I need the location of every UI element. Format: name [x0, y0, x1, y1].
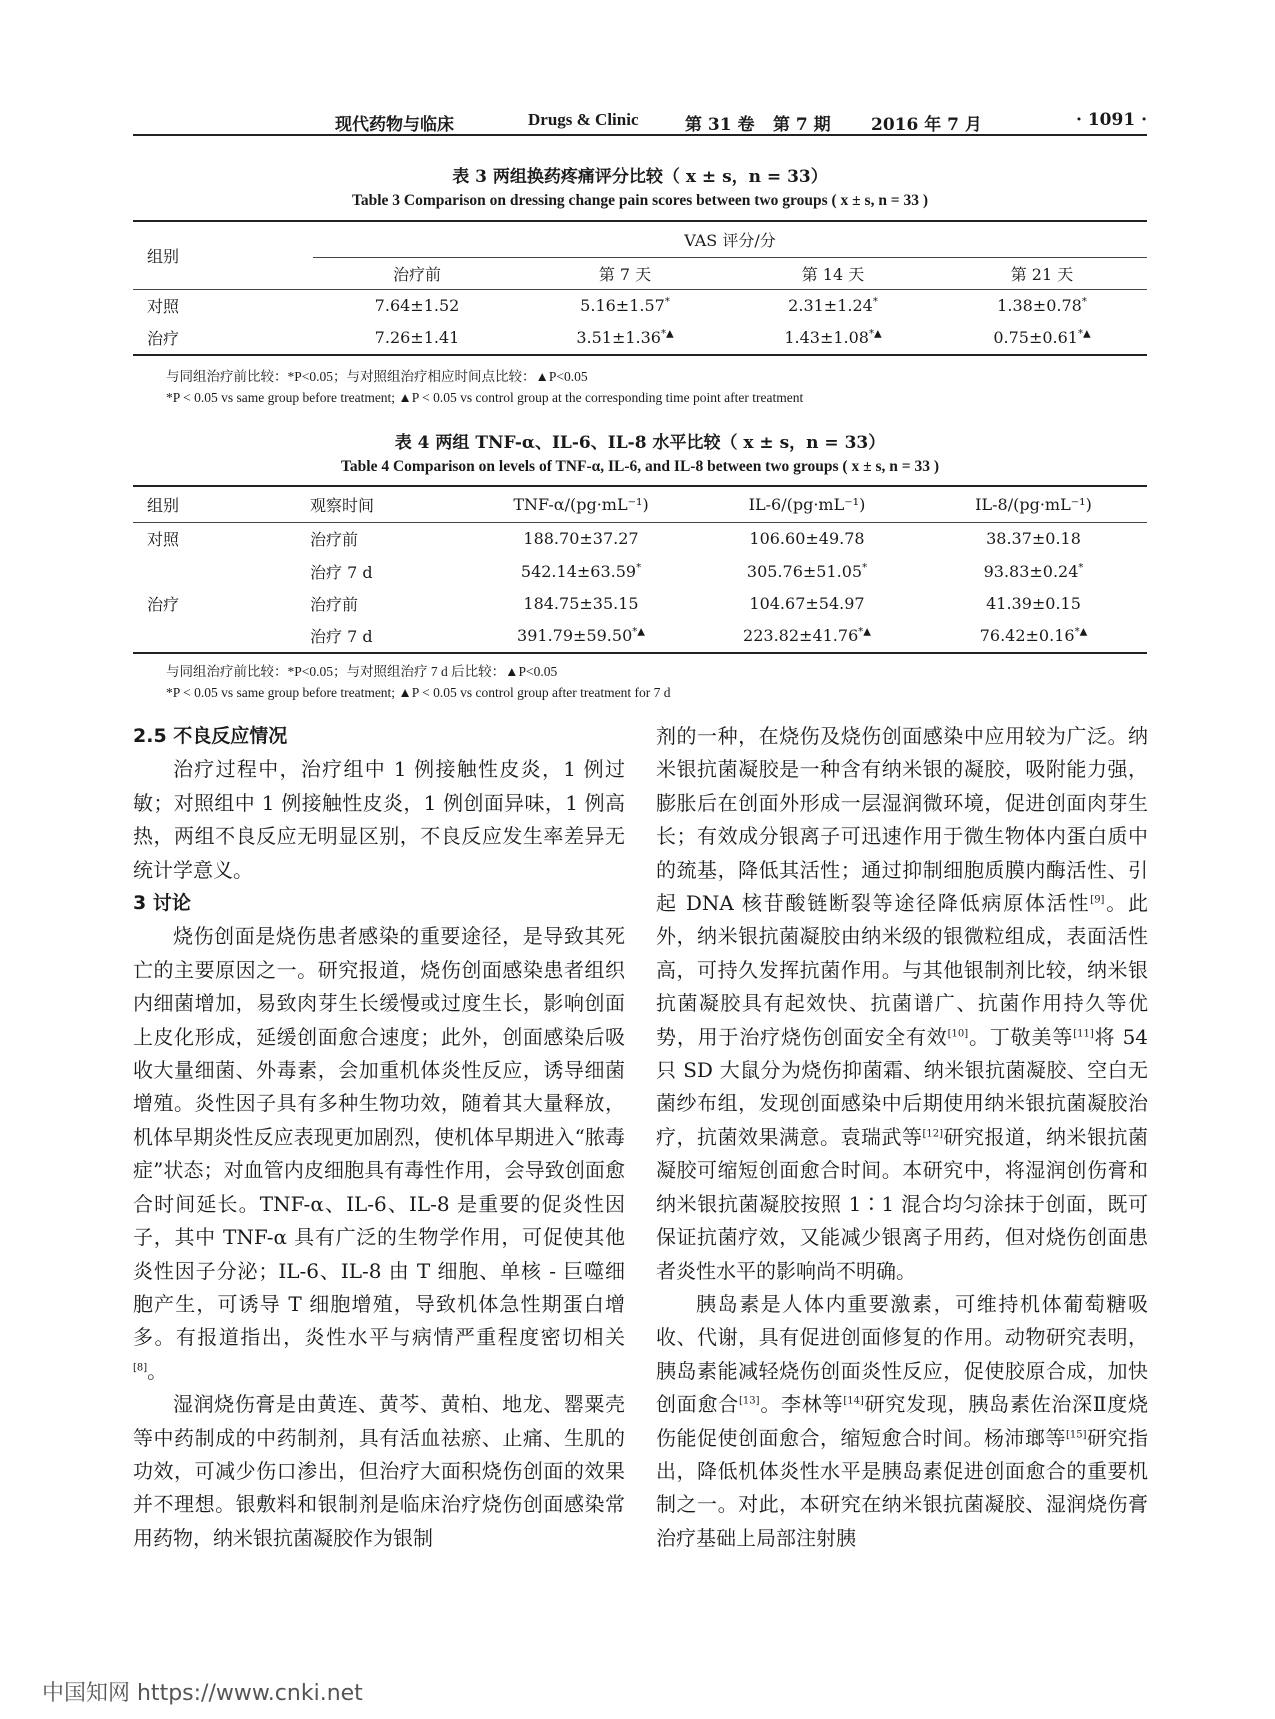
table4-note-en: *P < 0.05 vs same group before treatment; ▲P < 0.05 vs control group after treatment for 7 d: [166, 685, 671, 700]
issue: 第 7 期: [773, 115, 831, 135]
table-row: [133, 321, 1147, 355]
table-cell: 38.37±0.18: [986, 529, 1081, 549]
table3-caption-cn: 表 3 两组换药疼痛评分比较（ x ± s，n = 33）: [452, 167, 828, 187]
table-cell: 41.39±0.15: [986, 593, 1081, 613]
citation: [11]: [1073, 1028, 1094, 1039]
sig-mark: *▲: [1077, 328, 1091, 340]
table-cell: 76.42±0.16: [979, 626, 1075, 645]
table3-col-header: 第 21 天: [1010, 264, 1074, 284]
table3-col-header: 第 7 天: [598, 264, 652, 284]
table3-caption-en: Table 3 Comparison on dressing change pain scores between two groups ( x ± s, n = 33 ): [351, 192, 929, 209]
table-cell: 305.76±51.05: [746, 561, 863, 581]
table4-col-header: 观察时间: [310, 495, 375, 515]
sig-mark: *: [664, 296, 670, 308]
sig-mark: *: [1078, 562, 1084, 574]
paragraph-text: 胰岛素是人体内重要激素，可维持机体葡萄糖吸收、代谢，具有促进创面修复的作用。动物研究表明，胰岛素能减轻烧伤创面炎性反应，促使胶原合成，加快创面愈合: [656, 1291, 1148, 1417]
table4-caption-en: Table 4 Comparison on levels of TNF-α, IL-6, and IL-8 between two groups ( x ± s, n = 33 ): [341, 458, 939, 475]
paragraph-text: 研究指出，降低机体炎性水平是胰岛素促进创面愈合的重要机制之一。对此，本研究在纳米银抗菌凝胶、湿润烧伤膏治疗基础上局部注射胰: [656, 1425, 1149, 1550]
sig-mark: *▲: [868, 328, 882, 340]
table-cell: 2.31±1.24: [788, 295, 873, 315]
citation: [12]: [922, 1128, 944, 1140]
sig-mark: *: [1081, 296, 1087, 308]
table3-col-header: 第 14 天: [801, 264, 865, 284]
table-cell: 治疗 7 d: [310, 627, 373, 646]
sig-mark: *▲: [1074, 626, 1088, 638]
citation: [10]: [947, 1028, 969, 1039]
table3-note-cn: 与同组治疗前比较：*P<0.05；与对照组治疗相应时间点比较：▲P<0.05: [166, 369, 588, 384]
paragraph-text: 。: [147, 1358, 168, 1383]
table-cell: 对照: [147, 296, 180, 316]
section-heading: 3 讨论: [133, 892, 191, 915]
table-cell: 184.75±35.15: [523, 593, 639, 613]
paragraph-text: 研究发现，胰岛素佐治深Ⅱ度烧伤能促使创面愈合，缩短愈合时间。杨沛瑯等: [656, 1392, 1149, 1450]
table-cell: 对照: [147, 530, 180, 550]
citation: [14]: [843, 1395, 864, 1407]
right-column: [656, 720, 1148, 1555]
citation: [8]: [133, 1362, 148, 1374]
paragraph: [656, 1288, 1148, 1555]
table-row: [133, 289, 1147, 321]
table-cell: 1.43±1.08: [784, 328, 869, 347]
table-cell: 治疗前: [310, 530, 359, 550]
table4-col-header: IL-8/(pg·mL⁻¹): [975, 494, 1092, 514]
table3-col-group: 组别: [147, 246, 180, 266]
table4-caption-cn: 表 4 两组 TNF-α、IL-6、IL-8 水平比较（ x ± s，n = 33）: [394, 433, 886, 453]
table-cell: 542.14±63.59: [520, 561, 637, 581]
table-cell: 1.38±0.78: [997, 295, 1082, 315]
page-number: · 1091 ·: [1076, 110, 1147, 130]
table-cell: [133, 555, 298, 587]
citation: [15]: [1065, 1428, 1087, 1440]
table4-col-header: 组别: [147, 495, 180, 515]
running-header: [133, 108, 1147, 136]
table4: [133, 485, 1147, 654]
table4-col-header: TNF-α/(pg·mL⁻¹): [513, 494, 649, 514]
table3-note-en: *P < 0.05 vs same group before treatment; ▲P < 0.05 vs control group at the corresponding time point after treatment: [166, 390, 804, 405]
table-cell: 治疗前: [310, 594, 359, 614]
table-cell: 3.51±1.36: [576, 328, 661, 347]
table4-note-cn: 与同组治疗前比较：*P<0.05；与对照组治疗 7 d 后比较：▲P<0.05: [166, 664, 558, 679]
paragraph-text: 研究报道，纳米银抗菌凝胶可缩短创面愈合时间。本研究中，将湿润创伤膏和纳米银抗菌凝胶按照 1∶1 混合均匀涂抹于创面，既可保证抗菌疗效，又能减少银离子用药，但对烧伤创面患者炎性水平的影响尚不明确。: [656, 1124, 1149, 1283]
issue-date: 2016 年 7 月: [871, 115, 982, 135]
sig-mark: *: [862, 562, 868, 574]
paragraph-text: 剂的一种，在烧伤及烧伤创面感染中应用较为广泛。纳米银抗菌凝胶是一种含有纳米银的凝胶，吸附能力强，膨胀后在创面外形成一层湿润微环境，促进创面肉芽生长；有效成分银离子可迅速作用于微生物体内蛋白质中的巯基，降低其活性；通过抑制细胞质膜内酶活性、引起 DNA 核苷酸链断裂等途径降低病原体活性: [656, 724, 1148, 916]
sig-mark: *: [872, 296, 878, 308]
table3-span-header: VAS 评分/分: [313, 221, 1147, 257]
table-row: [133, 619, 1147, 653]
cnki-footer: 中国知网 https://www.cnki.net: [42, 1681, 363, 1706]
sig-mark: *▲: [660, 328, 674, 340]
table-cell: 188.70±37.27: [523, 529, 639, 549]
paragraph-text: 。李林等: [759, 1392, 844, 1417]
paragraph: [656, 720, 1148, 1288]
table-cell: [133, 619, 298, 653]
table-cell: 治疗: [147, 594, 180, 614]
table-cell: 0.75±0.61: [993, 328, 1078, 347]
journal-name-cn: 现代药物与临床: [335, 115, 454, 135]
table-cell: 7.26±1.41: [374, 328, 460, 347]
left-column: [133, 720, 625, 1555]
table-cell: 223.82±41.76: [743, 626, 859, 645]
table-cell: 治疗 7 d: [310, 562, 373, 582]
table-cell: 治疗: [147, 329, 180, 348]
table-row: [133, 555, 1147, 587]
paragraph-text: 将 54 只 SD 大鼠分为烧伤抑菌霜、纳米银抗菌凝胶、空白无菌纱布组，发现创面感染中后期使用纳米银抗菌凝胶治疗，抗菌效果满意。袁瑞武等: [656, 1024, 1149, 1149]
paragraph-text: 。此外，纳米银抗菌凝胶由纳米级的银微粒组成，表面活性高，可持久发挥抗菌作用。与其他银制剂比较，纳米银抗菌凝胶具有起效快、抗菌谱广、抗菌作用持久等优势，用于治疗烧伤创面安全有效: [656, 891, 1149, 1049]
table-cell: 106.60±49.78: [749, 529, 865, 549]
paragraph: 湿润烧伤膏是由黄连、黄芩、黄柏、地龙、罂粟壳等中药制成的中药制剂，具有活血祛瘀、止痛、生肌的功效，可减少伤口渗出，但治疗大面积烧伤创面的效果并不理想。银敷料和银制剂是临床治疗烧伤创面感染常用药物，纳米银抗菌凝胶作为银制: [133, 1392, 625, 1550]
table-cell: 5.16±1.57: [580, 295, 665, 315]
citation: [13]: [739, 1395, 760, 1407]
table-cell: 104.67±54.97: [749, 593, 865, 613]
paragraph: 治疗过程中，治疗组中 1 例接触性皮炎，1 例过敏；对照组中 1 例接触性皮炎，1 例创面异味，1 例高热，两组不良反应无明显区别，不良反应发生率差异无统计学意义。: [133, 757, 625, 882]
sig-mark: *: [636, 562, 642, 574]
section-heading: 2.5 不良反应情况: [133, 725, 288, 747]
table-cell: 93.83±0.24: [983, 561, 1079, 581]
volume: 第 31 卷: [685, 115, 755, 135]
table-cell: 391.79±59.50: [517, 626, 633, 645]
citation: [9]: [1090, 894, 1105, 906]
table3-col-header: 治疗前: [392, 264, 441, 284]
table-row: [133, 587, 1147, 619]
sig-mark: *▲: [632, 626, 645, 638]
table4-col-header: IL-6/(pg·mL⁻¹): [748, 494, 866, 514]
table-row: [133, 522, 1147, 555]
paragraph-text: 烧伤创面是烧伤患者感染的重要途径，是导致其死亡的主要原因之一。研究报道，烧伤创面感染患者组织内细菌增加，易致肉芽生长缓慢或过度生长，影响创面上皮化形成，延缓创面愈合速度；此外，创面感染后吸收大量细菌、外毒素，会加重机体炎性反应，诱导细菌增殖。炎性因子具有多种生物功效，随着其大量释放，机体早期炎性反应表现更加剧烈，使机体早期进入“脓毒症”状态；对血管内皮细胞具有毒性作用，会导致创面愈合时间延长。TNF-α、IL-6、IL-8 是重要的促炎性因子，其中 TNF-α 具有广泛的生物学作用，可促使其他炎性因子分泌；IL-6、IL-8 由 T 细胞、单核 - 巨噬细胞产生，可诱导 T 细胞增殖，导致机体急性期蛋白增多。有报道指出，炎性水平与病情严重程度密切相关: [133, 924, 625, 1350]
journal-name-en: Drugs & Clinic: [528, 110, 639, 129]
paragraph: [133, 920, 625, 1388]
sig-mark: *▲: [858, 626, 871, 638]
paragraph-text: 。丁敬美等: [968, 1024, 1074, 1049]
table-cell: 7.64±1.52: [374, 295, 460, 315]
table3: [133, 220, 1147, 356]
